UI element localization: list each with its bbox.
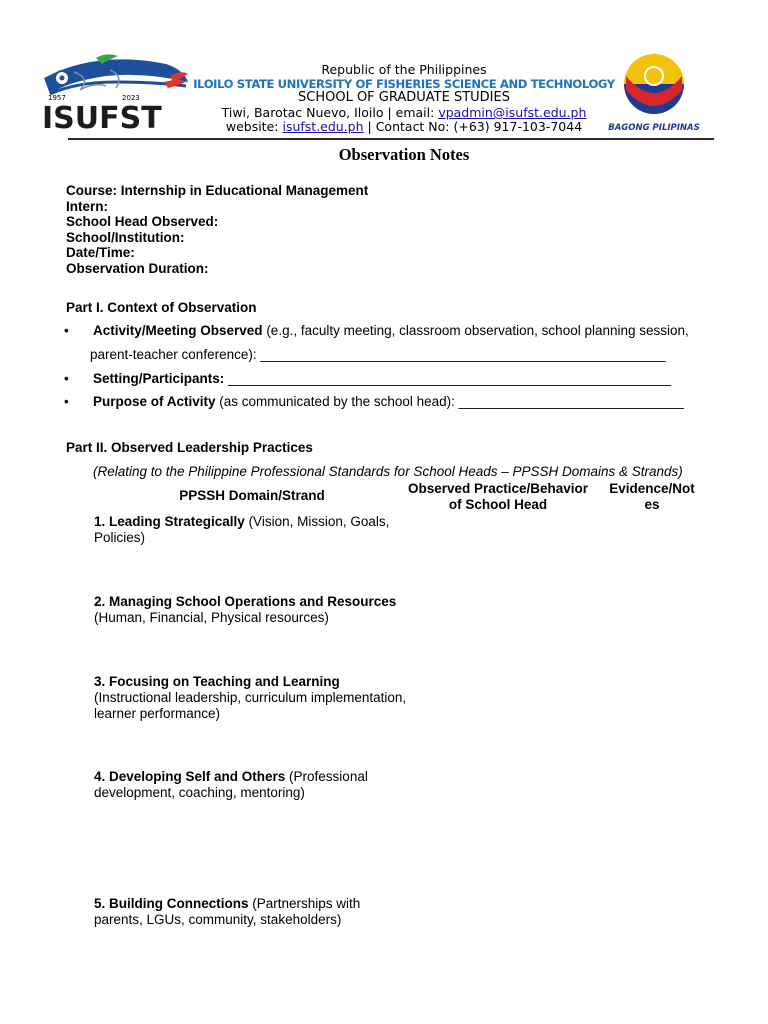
domain-label: 1. Leading Strategically	[94, 514, 245, 529]
col-evidence-line1: Evidence/Not	[609, 481, 695, 496]
domain-desc: (Professional development, coaching, mentoring)	[94, 769, 368, 800]
domain-label: 4. Developing Self and Others	[94, 769, 286, 784]
republic-line: Republic of the Philippines	[321, 62, 487, 77]
col-evidence-line2: es	[644, 497, 660, 512]
logo-year-left: 1957	[48, 94, 66, 102]
date-time-field: Date/Time:	[66, 245, 135, 260]
setting-label: Setting/Participants:	[93, 371, 225, 386]
header-divider	[68, 138, 714, 140]
contact-text: | Contact No: (+63) 917-103-7044	[363, 119, 583, 134]
page-title: Observation Notes	[338, 145, 470, 164]
purpose-text: (as communicated by the school head): ______________________________	[215, 394, 684, 409]
domain-desc: (Instructional leadership, curriculum implementation, learner performance)	[94, 690, 407, 721]
purpose-label: Purpose of Activity	[93, 394, 216, 409]
isufst-logo	[36, 48, 196, 136]
col-domain-header: PPSSH Domain/Strand	[179, 488, 325, 503]
domain-item	[94, 514, 412, 546]
col-practice-line1: Observed Practice/Behavior	[407, 481, 589, 496]
website-prefix: website:	[225, 119, 283, 134]
domain-item	[94, 674, 412, 722]
domain-desc: (Partnerships with parents, LGUs, community, stakeholders)	[94, 896, 361, 927]
activity-continuation: parent-teacher conference): ______________________________________________________	[90, 347, 666, 362]
part2-heading: Part II. Observed Leadership Practices	[66, 440, 313, 455]
logo-year-right: 2023	[122, 94, 140, 102]
bullet: •	[64, 323, 69, 338]
address-text: Tiwi, Barotac Nuevo, Iloilo | email:	[221, 105, 439, 120]
domain-desc: (Human, Financial, Physical resources)	[94, 610, 329, 625]
bagong-pilipinas-logo	[606, 50, 702, 136]
university-name: ILOILO STATE UNIVERSITY OF FISHERIES SCIENCE AND TECHNOLOGY	[193, 77, 615, 91]
domain-desc: (Vision, Mission, Goals, Policies)	[94, 514, 390, 545]
col-practice-line2: of School Head	[448, 497, 548, 512]
part2-note: (Relating to the Philippine Professional Standards for School Heads – PPSSH Domains & Strands)	[93, 464, 683, 479]
website-line	[190, 119, 618, 134]
bagong-pilipinas-text: BAGONG PILIPINAS	[608, 123, 700, 133]
domain-item	[94, 594, 412, 626]
duration-field: Observation Duration:	[66, 261, 209, 276]
website-link[interactable]: isufst.edu.ph	[282, 119, 364, 134]
purpose-item	[93, 394, 684, 409]
part1-heading: Part I. Context of Observation	[66, 300, 257, 315]
domain-item	[94, 769, 412, 801]
col-evidence-header	[606, 481, 698, 513]
col-practice-header	[398, 481, 598, 513]
domain-item	[94, 896, 412, 928]
setting-item	[93, 371, 671, 386]
course-field: Course: Internship in Educational Management	[66, 183, 369, 198]
logo-wordmark: ISUFST	[42, 101, 162, 136]
domain-label: 2. Managing School Operations and Resources	[94, 594, 397, 609]
school-institution-field: School/Institution:	[66, 230, 185, 245]
activity-text: (e.g., faculty meeting, classroom observation, school planning session,	[262, 323, 689, 338]
domain-label: 3. Focusing on Teaching and Learning	[94, 674, 340, 689]
domain-label: 5. Building Connections	[94, 896, 249, 911]
activity-item	[93, 323, 689, 338]
school-name: SCHOOL OF GRADUATE STUDIES	[298, 90, 510, 105]
activity-label: Activity/Meeting Observed	[93, 323, 263, 338]
bullet: •	[64, 371, 69, 386]
setting-blank: ___________________________________________________________	[224, 371, 672, 386]
bullet: •	[64, 394, 69, 409]
intern-field: Intern:	[66, 199, 108, 214]
address-line	[190, 105, 618, 120]
school-head-field: School Head Observed:	[66, 214, 219, 229]
email-link[interactable]: vpadmin@isufst.edu.ph	[438, 105, 587, 120]
